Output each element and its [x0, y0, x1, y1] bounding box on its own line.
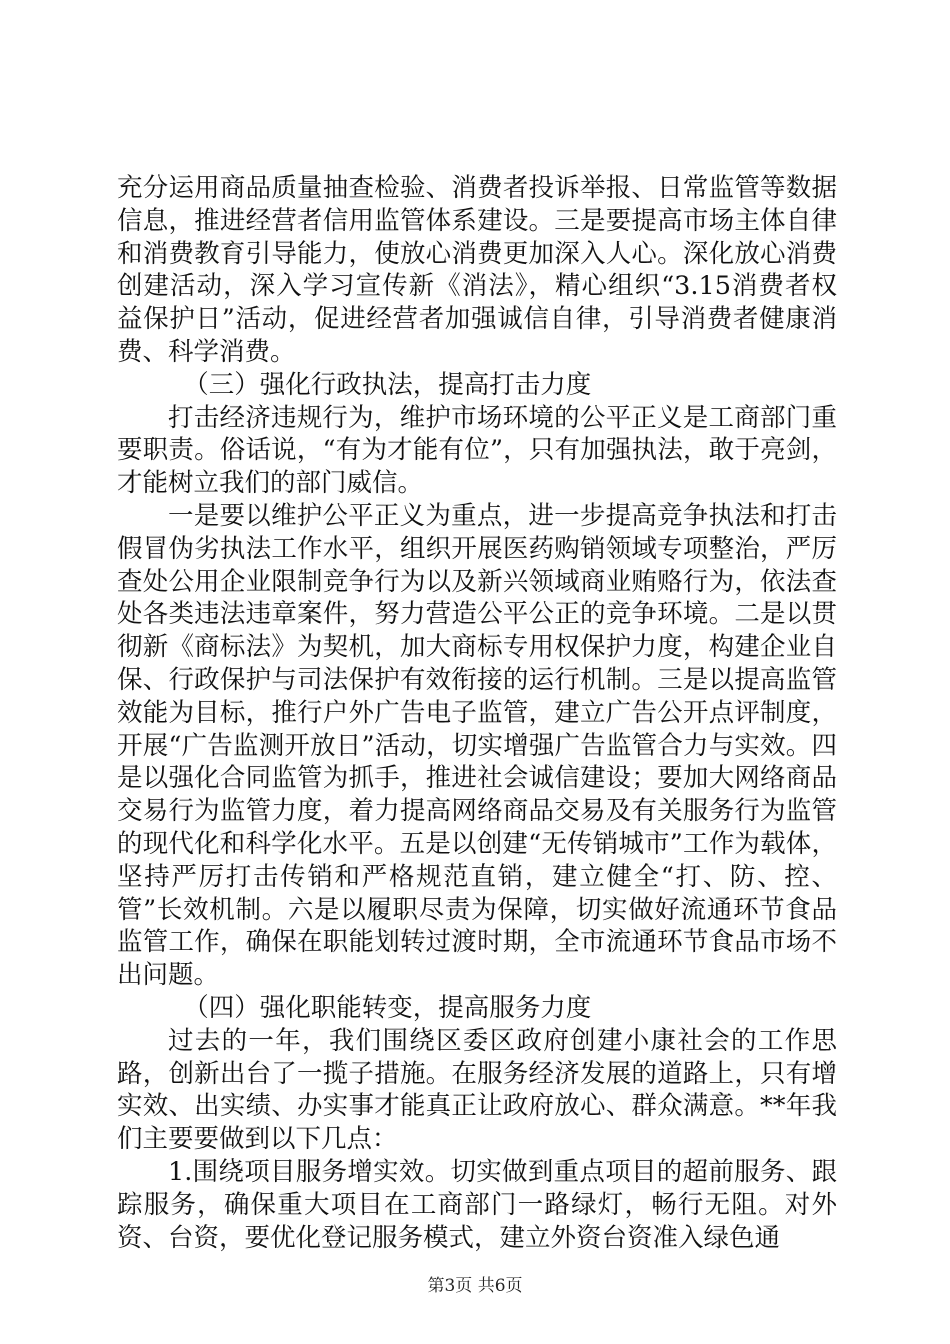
paragraph-1: 充分运用商品质量抽查检验、消费者投诉举报、日常监管等数据信息，推进经营者信用监管体系建设。三是要提高市场主体自律和消费教育引导能力，使放心消费更加深入人心。深化放心消费创建活动，深入学习宣传新《消法》，精心组织“3.15消费者权益保护日”活动，促进经营者加强诚信自律，引导消费者健康消费、科学消费。	[117, 173, 837, 367]
page-number-footer: 第3页 共6页	[427, 1276, 523, 1296]
document-body	[117, 172, 837, 1254]
paragraph-5: 1.围绕项目服务增实效。切实做到重点项目的超前服务、跟踪服务，确保重大项目在工商部门一路绿灯，畅行无阻。对外资、台资，要优化登记服务模式，建立外资台资准入绿色通	[117, 1156, 837, 1253]
section-heading-4: （四）强化职能转变，提高服务力度	[183, 992, 592, 1023]
paragraph-2: 打击经济违规行为，维护市场环境的公平正义是工商部门重要职责。俗话说，“有为才能有位”，只有加强执法，敢于亮剑，才能树立我们的部门威信。	[117, 402, 837, 499]
section-heading-3: （三）强化行政执法，提高打击力度	[183, 369, 592, 400]
paragraph-3: 一是要以维护公平正义为重点，进一步提高竞争执法和打击假冒伪劣执法工作水平，组织开展医药购销领域专项整治，严厉查处公用企业限制竞争行为以及新兴领域商业贿赂行为，依法查处各类违法违章案件，努力营造公平公正的竞争环境。二是以贯彻新《商标法》为契机，加大商标专用权保护力度，构建企业自保、行政保护与司法保护有效衔接的运行机制。三是以提高监管效能为目标，推行户外广告电子监管，建立广告公开点评制度，开展“广告监测开放日”活动，切实增强广告监管合力与实效。四是以强化合同监管为抓手，推进社会诚信建设；要加大网络商品交易行为监管力度，着力提高网络商品交易及有关服务行为监管的现代化和科学化水平。五是以创建“无传销城市”工作为载体，坚持严厉打击传销和严格规范直销，建立健全“打、防、控、管”长效机制。六是以履职尽责为保障，切实做好流通环节食品监管工作，确保在职能划转过渡时期，全市流通环节食品市场不出问题。	[117, 500, 837, 991]
paragraph-4: 过去的一年，我们围绕区委区政府创建小康社会的工作思路，创新出台了一揽子措施。在服务经济发展的道路上，只有增实效、出实绩、办实事才能真正让政府放心、群众满意。**年我们主要要做到以下几点：	[117, 1025, 837, 1155]
